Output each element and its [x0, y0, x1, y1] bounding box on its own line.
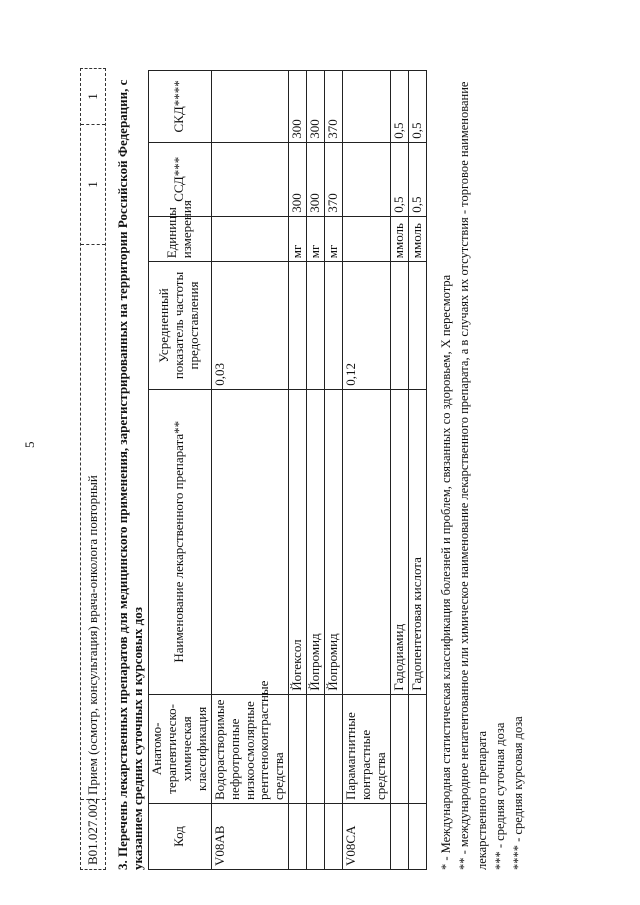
service-name: Прием (осмотр, консультация) врача-онколога повторный	[81, 244, 105, 799]
page-number: 5	[22, 441, 37, 448]
drug-ssd: 0,5	[390, 142, 408, 216]
drug-name: Гадодиамид	[390, 389, 408, 694]
drug-skd: 0,5	[390, 71, 408, 143]
group-frequency: 0,03	[211, 262, 289, 389]
group-frequency: 0,12	[343, 262, 391, 389]
drug-name: Йопромид	[325, 389, 343, 694]
table-row	[307, 71, 325, 870]
drug-ssd: 300	[289, 142, 307, 216]
service-value-2: 1	[84, 93, 100, 100]
drug-skd: 300	[289, 71, 307, 143]
footnote: *** - средняя суточная доза	[493, 722, 508, 870]
drug-table	[148, 70, 427, 870]
table-header-row	[148, 71, 211, 870]
drug-ssd: 300	[307, 142, 325, 216]
header-code: Код	[148, 804, 211, 870]
group-atc: Водорастворимые нефротропные низкоосмолярные рентгеноконтрастные средства	[211, 694, 289, 803]
drug-unit: мг	[325, 216, 343, 262]
drug-skd: 0,5	[408, 71, 426, 143]
footnote: ** - международное непатентованное или химическое наименование лекарственного препарата, а в случаях их отсутствия - торговое наименование лекарственного препарата	[456, 81, 490, 870]
group-row	[343, 71, 391, 870]
section-title: 3. Перечень лекарственных препаратов для медицинского применения, зарегистрированных на территории Российской Федерации, с указанием средних суточных и курсовых доз	[115, 79, 145, 870]
table-row	[289, 71, 307, 870]
table-row	[390, 71, 408, 870]
rotated-page-content	[80, 30, 526, 870]
footnotes	[437, 70, 528, 870]
table-row	[408, 71, 426, 870]
drug-skd: 370	[325, 71, 343, 143]
drug-unit: мг	[289, 216, 307, 262]
group-code: V08AB	[211, 804, 289, 870]
header-skd: СКД****	[148, 71, 211, 143]
header-frequency: Усредненный показатель частоты предоставления	[148, 262, 211, 389]
footnote: **** - средняя курсовая доза	[511, 716, 526, 870]
drug-ssd: 370	[325, 142, 343, 216]
table-row	[325, 71, 343, 870]
drug-name: Йогексол	[289, 389, 307, 694]
drug-ssd: 0,5	[408, 142, 426, 216]
drug-unit: ммоль	[408, 216, 426, 262]
service-code: B01.027.002	[81, 799, 105, 869]
service-row	[80, 68, 106, 870]
footnote: * - Международная статистическая классификация болезней и проблем, связанных со здоровьем, X пересмотра	[438, 274, 453, 870]
group-code: V08CA	[343, 804, 391, 870]
group-atc: Парамагнитные контрастные средства	[343, 694, 391, 803]
drug-unit: ммоль	[390, 216, 408, 262]
header-drug-name: Наименование лекарственного препарата**	[148, 389, 211, 694]
service-value-1: 1	[81, 124, 105, 244]
header-unit: Единицы измерения	[148, 216, 211, 262]
header-atc: Анатомо-терапевтическо-химическая классификация	[148, 694, 211, 803]
drug-name: Гадопентетовая кислота	[408, 389, 426, 694]
drug-unit: мг	[307, 216, 325, 262]
drug-name: Йопромид	[307, 389, 325, 694]
drug-skd: 300	[307, 71, 325, 143]
header-ssd: ССД***	[148, 142, 211, 216]
group-row	[211, 71, 289, 870]
